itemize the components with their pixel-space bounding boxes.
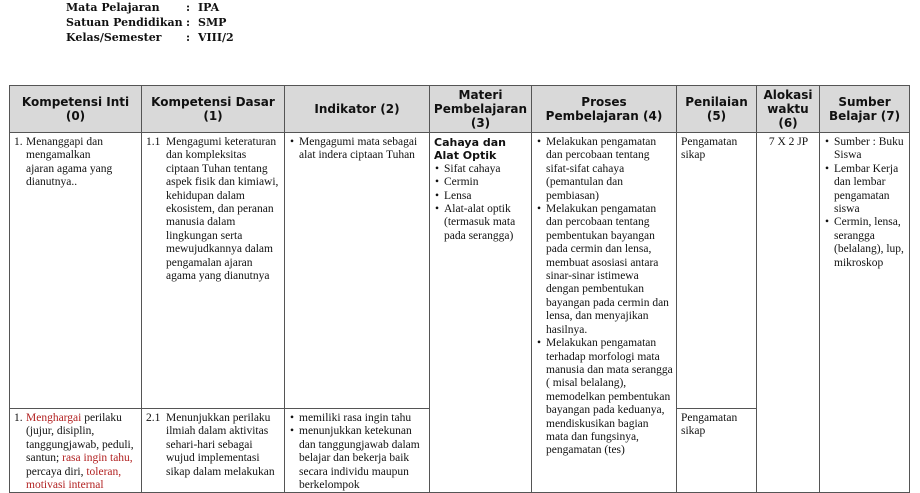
list-item: • Sumber : Buku Siswa [834,136,906,163]
meta-colon: : [186,1,191,14]
list-item: • Melakukan pengamatan terhadap morfologi mata manusia dan mata serangga ( misal belalang), memodelkan pembentukan bayangan pada keduanya, mendiskusikan bagian mata dan fungsinya, pengamatan (tes) [546,337,673,458]
item-number: 1. [14,412,23,424]
cell-proses [532,133,677,493]
list-item: • Mengagumi mata sebagai alat indera ciptaan Tuhan [299,136,426,163]
list-item: • Cermin, lensa, serangga (belalang), lup, mikroskop [834,216,906,270]
cell-penilaian [677,409,757,493]
list-item: • Alat-alat optik (termasuk mata pada serangga) [444,203,528,243]
list-item: • Lembar Kerja dan lembar pengamatan siswa [834,163,906,217]
meta-colon: : [186,16,191,29]
list-item: • Sifat cahaya [444,163,528,176]
meta-row-school [66,15,234,30]
meta-colon: : [186,31,191,44]
penilaian-text: Pengamatan sikap [681,136,738,162]
table-row [10,133,910,409]
ki-text: Menghargai perilaku (jujur, disiplin, tanggungjawab, peduli, santun; rasa ingin tahu, percaya diri, toleran, motivasi internal [26,412,134,492]
syllabus-table [9,85,910,493]
kd-text: Mengagumi keteraturan dan kompleksitas ciptaan Tuhan tentang aspek fisik dan kimiawi, kehidupan dalam ekosistem, dan peranan manusia dalam lingkungan serta mewujudkannya dalam pengamalan ajaran agama yang dianutnya [166,136,279,283]
cell-indikator [285,133,430,409]
cell-kompetensi-inti [10,133,142,409]
header-penilaian: Penilaian (5) [677,86,757,133]
ki-text: Menanggapi dan mengamalkan ajaran agama yang dianutnya.. [26,136,113,189]
meta-label: Satuan Pendidikan [66,16,183,29]
meta-value: IPA [198,1,220,14]
meta-label: Kelas/Semester [66,31,162,44]
cell-alokasi [757,133,820,493]
meta-value: SMP [198,16,227,29]
meta-row-class [66,30,234,45]
header-sumber: Sumber Belajar (7) [820,86,910,133]
table-header-row [10,86,910,133]
cell-penilaian [677,133,757,409]
cell-sumber [820,133,910,493]
header-kompetensi-dasar: Kompetensi Dasar (1) [142,86,285,133]
header-alokasi: Alokasi waktu (6) [757,86,820,133]
header-materi: Materi Pembelajaran (3) [430,86,532,133]
cell-indikator [285,409,430,493]
cell-kompetensi-inti [10,409,142,493]
meta-row-subject [66,0,234,15]
cell-kompetensi-dasar [142,409,285,493]
header-proses: Proses Pembelajaran (4) [532,86,677,133]
alokasi-text: 7 X 2 JP [768,136,809,148]
header-kompetensi-inti: Kompetensi Inti (0) [10,86,142,133]
cell-materi [430,133,532,493]
list-item: • memiliki rasa ingin tahu [299,412,426,425]
header-indikator: Indikator (2) [285,86,430,133]
lesson-meta [66,0,234,45]
list-item: • menunjukkan ketekunan dan tanggungjawab dalam belajar dan bekerja baik secara individu maupun berkelompok [299,425,426,492]
list-item: • Melakukan pengamatan dan percobaan tentang sifat-sifat cahaya (pemantulan dan pembiasan) [546,136,673,203]
list-item: • Lensa [444,190,528,203]
list-item: • Cermin [444,176,528,189]
item-number: 2.1 [146,412,161,424]
materi-title: Cahaya dan Alat Optik [434,136,506,163]
meta-value: VIII/2 [198,31,234,44]
list-item: • Melakukan pengamatan dan percobaan tentang pembentukan bayangan pada cermin dan lensa, membuat asosiasi antara sinar-sinar istimewa dengan pembentukan bayangan pada cermin dan lensa, dan menyajikan hasilnya. [546,203,673,337]
penilaian-text: Pengamatan sikap [681,412,738,438]
cell-kompetensi-dasar [142,133,285,409]
kd-text: Menunjukkan perilaku ilmiah dalam aktivitas sehari-hari sebagai wujud implementasi sikap dalam melakukan [166,412,275,478]
item-number: 1.1 [146,136,161,148]
item-number: 1. [14,136,23,148]
meta-label: Mata Pelajaran [66,1,160,14]
